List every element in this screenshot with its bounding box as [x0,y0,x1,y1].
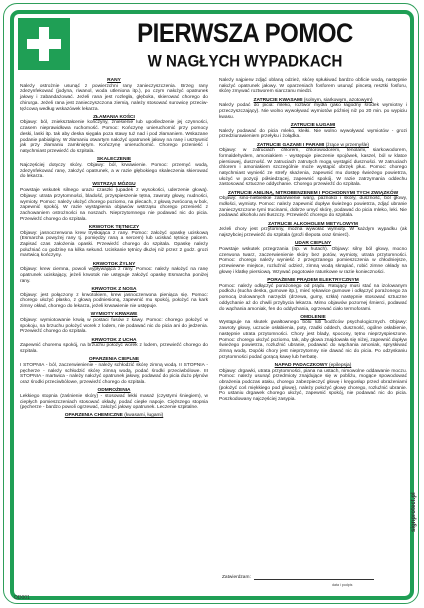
section-heading-text: KRWOTOK ŻYLNY [92,261,136,267]
right-column [219,78,407,405]
section-body: Najczęściej dotyczy skóry. Objawy: ból, krwawienie. Pomoc: przemyć wodą, zdezynfekować ranę, założyć opatrunek, a w razie głębokiego skaleczenia skierować do lekarza. [20,162,208,180]
instruction-section [219,222,407,239]
approval-footer [222,574,408,587]
instruction-section [20,225,208,259]
section-body: I STOPNIA - ból, zaczerwienienie - należy schłodzić skórę zimną wodą. II STOPNIA - pęcherze - należy schłodzić skórę zimną wodą, podać środki przeciwbólowe. III STOPNIA - martwica - należy nałożyć opatrunek jałowy, podawać do picia dużo płynów oraz środki przeciwbólowe, przewieźć chorego do szpitala. [20,362,208,385]
instruction-section [20,388,208,411]
section-heading-note: (kwasami, ługami) [124,413,164,419]
section-body: Objawy: w zatruciach chlorem, chlorowodorem, fenolami, siarkowodorem, formaldehydem, amoniakiem - występuje pieczenie spojówek, kaszel, ból w klatce piersiowej, duszność. W zatruciach zatrutych mogą wystąpić duszności. W zatruciach chlorem i amoniakiem szczególnie może wystąpić obrzęk płuc. Pomoc: chorego natychmiast wynieść ze strefy skażenia, zapewnić mu dostęp świeżego powietrza, ułożyć w pozycji półsiedzącej, zapewnić spokój. W razie zatrzymania oddechu zastosować sztuczne oddychanie. Chorego przewieźć do szpitala. [219,148,407,188]
section-heading-text: OPARZENIA CIEPLNE [88,357,140,363]
instruction-section [219,278,407,312]
section-heading-text: ODMROŻENIA [97,388,131,394]
section-body: Wystąpuje na skutek gwałtownego bólu lub bodźców psychologicznych. Objawy: zawroty głowy, uczucie osłabienia, poty, rzadki oddech, duszność, ogólne osłabienie, następnie utrata przytomności. Chory jest blady, spocony, tętno nieprzyspieszone. Pomoc: chorego ułożyć poziomo, tak, aby głowa znajdowała się niżej, zapewnić dopływ świeżego powietrza, rozluźnić ubranie, podawać do wąchania amoniak, spryskiwać zimną wodą. Dopóki chory jest nieprzytomny nie dawać nic do picia. Po odzyskaniu przytomności podać gorącą kawę lub herbatę. [219,320,407,360]
instruction-section [20,157,208,180]
section-heading-text: KRWOTOK Z UCHA [91,337,137,343]
section-body: Należy ostrożnie usunąć z powierzchni rany zanieczyszczenia. Brzeg rany zdezynfekować (jodyna, riwanol, woda utleniona itp.), po czym nałożyć opatrunek jałowy i zabandażować. Jeżeli rana jest rozległa, głęboka, skierować chorego do chirurga. Jeżeli rana jest zanieczyszczona ziemią, należy stosować surowicę przeciw-tężcową według wskazówek lekarza. [20,83,208,112]
section-heading-text: OPARZENIA CHEMICZNE [64,413,123,419]
section-body: Lekkiego stopnia (zaśnienie skóry) - stosować lekki masaż (czystymi śniegiem), w ciepłych pomieszczeniach stosować okłady, podać ciepłe napoje. Cięższego stopnia (pęcherze - bardzo powoli ogrzewać, założyć jałowy opatrunek. Leczenie szpitalne. [20,393,208,411]
signature-caption: data i podpis [332,583,353,587]
section-heading-text: KRWOTOK TĘTNICZY [88,224,140,230]
section-body: Objawy: sino-niebieskie zabarwienie warg, paznokci i skóry, duszność, ból głowy, mdłości, wymioty. Pomoc: należy zapewnić dopływ świeżego powietrza, zdjąć ubranie zanieczyszczone tymi trucinami, dobrze umyć skórę, podawać do picia mleko, leki. Nie podawać alkoholu ani tłuszczy. Przewieźć chorego do szpitala. [219,196,407,219]
first-aid-cross-icon [18,18,70,70]
section-heading-text: KRWOTOK Z NOSA [91,286,137,292]
section-heading [20,413,208,419]
section-body: Powstaje wskutek przegrzania (np. w hutach). Objawy: silny ból głowy, mocno czerwona twarz, zaczerwienienie skóry bez potów, wymioty, utrata przytomności. Pomoc: chorego należy wynieść z przegrzanego pomieszczenia w chłodniejsze, przewiewne miejsce, rozluźnić odzież, zimną wodą skrapiać, robić zimne okłady na głowę i klatkę piersiową. Wzywać pogotowie ratunkowe w razie konieczności. [219,246,407,275]
section-heading-text: PORAŻENIE PRĄDEM ELEKTRYCZNYM [267,278,359,283]
section-body: Objawy: drgawki, utrata przytomności, piana na ustach, nimowolne oddawanie moczu. Pomoc: należy usunąć przedmioty znajdujące się w pobliżu, mogące spowodować obrażenia podczas ataku, chorego zabezpieczyć głowę i kręgosłup przed obrażeniami (położyć coś miękkiego pod głowę), należy położyć głowę chorego, rozluźnić ubranie. Po ustaniu drgawek chorego ułożyć, zapewnić spokój, nie podawać nic do picia. Poszkodowany najczęściej zasypia. [219,368,407,403]
instruction-section [20,413,208,419]
instruction-section [20,357,208,386]
section-heading-note: (solnym, siarkowym, azotowym) [303,97,373,103]
section-body: Należy podawać do picia mleko, kleiki. Nie wolno wywoływać wymiotów - grozi przedziurawieniem przełyku i żołądka. [219,128,407,140]
instruction-section [20,182,208,222]
section-body: Objawy: jasnoczerwona krew tryskająca z rany. Pomoc: założyć opaskę uciskową (Esmarcha powyżej rany tj. pomiędzy raną a sercem) lub uciskać tętnicę palcem. Zapisać czas założenia opaski. Przewieźć chorego do szpitala. Opaskę należy poluźniać co godzinę na kilka sekund. Uciskanie tętnicy dłużej niż przez 2 godz. grozi martwicą kończyny. [20,230,208,259]
section-heading-text: WYMIOTY KRWAWE [90,312,138,318]
section-heading-text: ZATRUCIE KWASAMI [253,97,303,103]
sign-title-block [80,18,410,71]
section-heading-text: ZATRUCIE GAZAMI I PARAMI [256,142,325,148]
section-heading-note: (żrące w przemyśle) [325,142,370,148]
section-heading-text: SKALECZENIE [96,157,132,163]
left-column [20,78,208,422]
section-body: Jeżeli chory jest przytomny, można wywołać wymioty. W każdym wypadku (ak najszybciej przewieźć do szpitala (groźi ślepota oraz śmierć). [219,227,407,239]
instruction-section [20,78,208,112]
section-body: Powstaje wskutek silnego urazu czaszki (upadek z wysokości, uderzenie głową). Objawy: utrata przytomności, bladość, przyspieszenie tętna, zawroty głowy, nudności, wymioty. Pomoc: należy ułożyć chorego poziomo, na plecach, z głową zwróconą w bok, zapewnić spokój. W razie wystąpienia objawów wstrząsu chorego przenieść z zachowaniem ostrożności na noszach. Nieprzytomnego nie podawać nic do picia. Przewieźć chorego do szpitala. [20,188,208,222]
section-heading-text: ZŁAMANIA KOŚCI [93,114,135,120]
section-heading-text: WSTRZĄS MÓZGU [92,182,136,188]
approval-label: Zatwierdzam: [222,575,251,580]
instruction-section [20,262,208,285]
instruction-section [20,312,208,335]
section-heading-note: (epilepsja) [329,362,352,368]
instruction-section [20,338,208,355]
section-heading-text: ZATRUCIE ALKOHOLEM METYLOWYM [268,221,358,227]
section-heading-text: OMDLENIE [300,314,326,320]
sign-code: OD001 [14,595,30,601]
section-body: Objawy: wymiotowanie krwią w postaci fusów z kawy. Pomoc: chorego położyć w spokoju, na brzuchu położyć worek z lodem, nie podawać nic do picia ani do jedzenia. Przewieźć chorego do szpitala. [20,317,208,335]
section-heading-text: RANY [107,78,121,83]
instruction-section [20,287,208,310]
instruction-section [219,143,407,189]
section-body: Zapewnić choremu spokój, na brzuchu położyć worek z lodem, przewieźć chorego do szpitala. [20,343,208,354]
section-body: Objawy: ból, zniekształcenie kończyny, zniesienie lub upośledzenie jej czynności, czasem nieprawidłowa ruchomość. Pomoc: Kończynę unieruchomić przy pomocy deski, laski itp. tak aby deska sięgała poza stawy tuż nad i pod złamaniem. Wskazane podanie pabialginy. W złamaniu otwartym nałożyć opatrunek jałowy na ranę i usztywnić jak przy złamaniu zamkniętym. Kończynę unieruchomić. Chorego przenieść i natychmiast przewieźć do szpitala. [20,120,208,154]
instruction-section [219,191,407,220]
instruction-section [219,363,407,403]
instruction-section [219,98,407,121]
page-subtitle: W NAGŁYCH WYPADKACH [147,52,343,71]
instruction-section [219,241,407,275]
instruction-section [219,123,407,140]
section-body: Objawy: krew ciemna, powoli wypływająca z rany. Pomoc: należy nałożyć na ranę opatrunek uciskający, jeżeli krwotok nie ustępuje założyć opaskę Esmarcha poniżej rany. [20,267,208,284]
page-title: PIERWSZA POMOC [137,18,353,49]
section-heading-text: ZATRUCIE ŁUGAMI [290,122,336,128]
brand-mark: signprotect.pl [411,492,417,532]
section-body: Pomoc: należy odłączyć porażonego od prądu. Ratujący musi stać na izolowanym podłożu (sucha deska, gumowe itp.), mieć rękawice gumowe i odłączyć porażonego za pomocą izolowanych narzędzi (drzewa, gumy, szkła) następnie stosować sztuczne oddychanie aż do chwili przybycia lekarza. Mimo objawów pozornej śmierci, podawać do wąchania amoniak, fen do oddychania, ogrzewać ciało termoforami. [219,283,407,312]
instruction-section [20,115,208,155]
section-heading-text: NAPAD PADACZKOWY [274,362,328,368]
instruction-section [219,315,407,361]
section-body: Należy najpierw zdjąć oblaną odzież, skórę spłukiwać bardzo obficie wodą, następnie nałożyć opatrunek jałowy. W oparzeniach fosforem usunąć pincetą resztki fosforu, skórę zmywać roztworem siarczanu miedzi. [219,78,407,95]
instruction-section [219,78,407,95]
section-body: Należy podać do picia: mleko, roztwór mydła (jako łagodny środek wymiotny i przeczyszczający). Nie wolno wywoływać wymiotów później niż po 20 min. po wypiciu kwasu. [219,103,407,120]
signature-line [254,574,374,580]
section-heading-text: ZATRUCIE ANILINĄ, NITROBENZENEM I POCHODNYMI TYCH ZWIĄZKÓW [227,190,399,196]
section-body: Objawy: jest połączony z krwotokiem, krew jasnoczerwona pieniąca się. Pomoc: chorego ułożyć płasko, z głową podniesioną, zapewnić mu spokój, położyć na kark zimny okład, chorego do lekarza, jeżeli krwawienie nie ustępuje. [20,292,208,310]
section-heading-text: UDAR CIEPLNY [294,241,332,247]
